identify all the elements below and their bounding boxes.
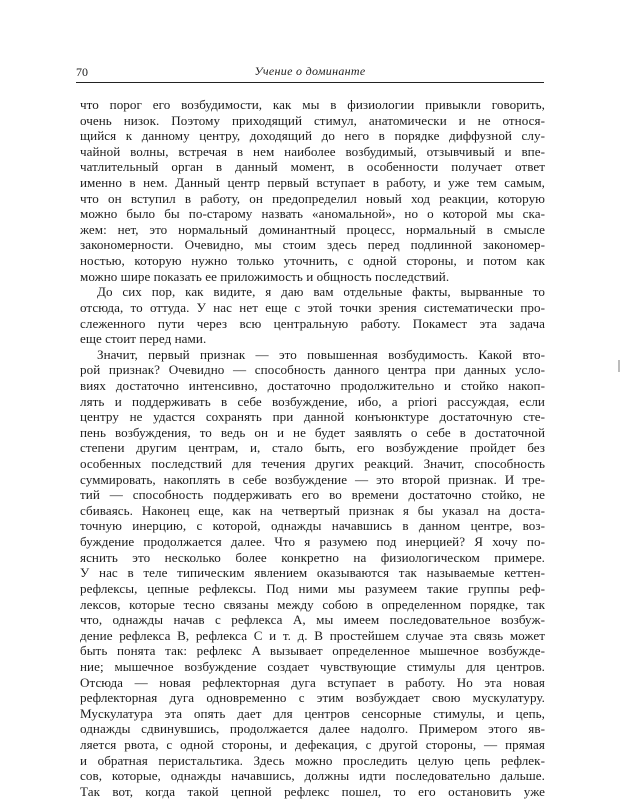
text-line: отсюда, то оттуда. У нас нет еще с этой точки зрения систематически про- [80, 299, 545, 315]
text-line: рой признак? Очевидно — способность данного центра при данных усло- [80, 362, 545, 378]
text-line: точную инерцию, с которой, однажды начавшись в данном центре, воз- [80, 518, 545, 534]
text-line: пень возбуждения, то ведь он и не будет заявлять о себе в достаточной [80, 424, 545, 440]
text-line: слеженного пути через всю центральную работу. Покамест эта задача [80, 315, 545, 331]
text-line: рефлексы, цепные рефлексы. Под ними мы разумеем такие группы реф- [80, 580, 545, 596]
text-line: ляется рвота, с одной стороны, и дефекация, с другой стороны, — прямая [80, 736, 545, 752]
text-line: чайной волны, встречая в нем наиболее возбудимый, отзывчивый и впе- [80, 143, 545, 159]
text-line: очень низок. Поэтому приходящий стимул, анатомически и не относя- [80, 112, 545, 128]
text-line: лять и поддерживать в себе возбуждение, ибо, a priori рассуждая, если [80, 393, 545, 409]
page-number: 70 [76, 65, 88, 79]
text-line: буждение продолжается далее. Что я разумею под инерцией? Я хочу по- [80, 534, 545, 550]
text-line: Так вот, когда такой цепной рефлекс пошел, то его остановить уже [80, 783, 545, 799]
text-line: Значит, первый признак — это повышенная возбудимость. Какой вто- [97, 346, 545, 362]
text-line: сбиваясь. Наконец еще, как на четвертый признак я бы указал на доста- [80, 502, 545, 518]
text-line: щийся к данному центру, доходящий до него в порядке диффузной слу- [80, 128, 545, 144]
running-title: Учение о доминанте [254, 64, 366, 78]
text-line: виях достаточно интенсивно, достаточно продолжительно и стойко накоп- [80, 377, 545, 393]
text-line: ностью, которую нужно только уточнить, с одной стороны, и потом как [80, 253, 545, 269]
text-line: еще стоит перед нами. [80, 331, 207, 347]
text-line: ние; мышечное возбуждение создает чувствующие стимулы для центров. [80, 658, 545, 674]
text-line: центру не удастся сохранять при данной конъюнктуре достаточную сте- [80, 409, 545, 425]
body-text [80, 97, 545, 799]
text-line: и обратная перистальтика. Здесь можно проследить целую цепь рефлек- [80, 752, 545, 768]
text-line: сов, которые, однажды начавшись, должны идти последовательно дальше. [80, 768, 545, 784]
text-line: жем: нет, это нормальный доминантный процесс, нормальный в смысле [80, 221, 545, 237]
text-line: можно шире показать ее приложимость и общность последствий. [80, 268, 450, 284]
text-line: что он вступил в работу, он предопределил новый ход реакции, которую [80, 190, 545, 206]
text-line: До сих пор, как видите, я даю вам отдельные факты, вырванные то [97, 284, 545, 300]
text-line: лексов, которые тесно связаны между собою в определенном порядке, так [80, 596, 545, 612]
text-line: степени другим центрам, и, стало быть, его возбуждение пройдет без [80, 440, 545, 456]
text-line: быть понята так: рефлекс A вызывает определенное мышечное возбужде- [80, 643, 545, 659]
text-line: чатлительный орган в данный момент, в особенности получает ответ [80, 159, 545, 175]
text-line: особенных последствий для течения других реакций. Значит, способность [80, 456, 545, 472]
text-line: Отсюда — новая рефлекторная дуга вступает в работу. Но эта новая [80, 674, 545, 690]
text-line: суммировать, накоплять в себе возбуждение — это второй признак. И тре- [80, 471, 545, 487]
text-line: яснить это несколько более конкретно на физиологическом примере. [80, 549, 545, 565]
text-line: рефлекторная дуга одновременно с этим возбуждает свою мускулатуру. [80, 690, 545, 706]
running-header [76, 64, 544, 82]
text-line: можно было бы по-старому назвать «аномальной», но о которой мы ска- [80, 206, 545, 222]
text-line: У нас в теле типическим явлением оказываются так называемые кеттен- [80, 565, 545, 581]
text-line: Мускулатура эта опять дает для центров сенсорные стимулы, и цепь, [80, 705, 545, 721]
text-line: тий — способность поддерживать его во времени достаточно стойко, не [80, 487, 545, 503]
text-line: именно в нем. Данный центр первый вступает в работу, и уже тем самым, [80, 175, 545, 191]
text-line: что, однажды начав с рефлекса A, мы имеем последовательное возбуж- [80, 612, 545, 628]
text-line: что порог его возбудимости, как мы в физиологии привыкли говорить, [80, 97, 545, 112]
text-line: дение рефлекса B, рефлекса C и т. д. В простейшем случае эта связь может [80, 627, 545, 643]
text-line: закономерности. Очевидно, мы стоим здесь перед подлинной закономер- [80, 237, 545, 253]
text-line: однажды сдвинувшись, продолжается далее надолго. Примером этого яв- [80, 721, 545, 737]
header-rule [76, 82, 544, 83]
